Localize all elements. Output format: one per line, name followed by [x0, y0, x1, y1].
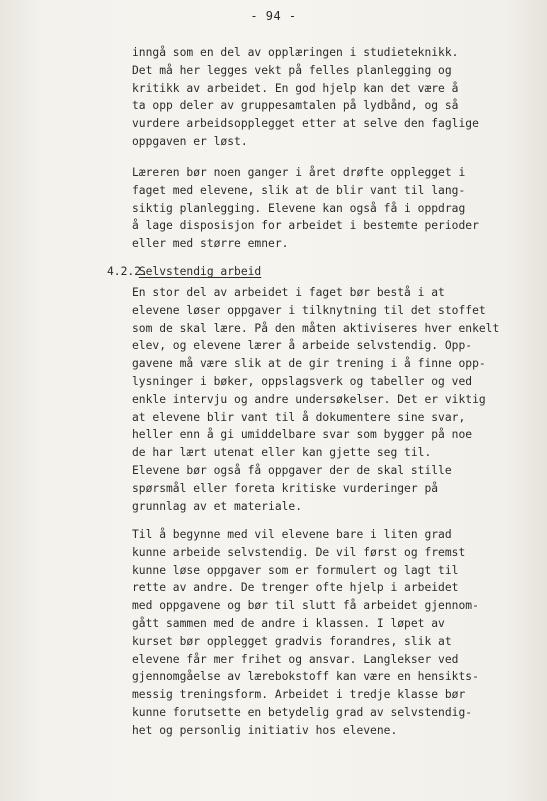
text-line: enkle intervju og andre undersøkelser. Det er viktig	[132, 392, 486, 406]
section-heading	[107, 263, 261, 281]
section-number: 4.2.2.	[107, 265, 148, 278]
text-line: Læreren bør noen ganger i året drøfte opplegget i	[132, 166, 466, 179]
text-line: vurdere arbeidsopplegget etter at selve den faglige	[132, 117, 479, 131]
text-line: kurset bør opplegget gradvis forandres, slik at	[132, 634, 452, 648]
paragraph-4	[132, 526, 507, 740]
text-line: oppgaven er løst.	[132, 134, 248, 148]
text-line: spørsmål eller foreta kritiske vurderinger på	[132, 481, 439, 495]
paragraph-3	[132, 284, 507, 515]
text-line: som de skal lære. På den måten aktiviseres hver enkelt	[132, 321, 500, 335]
page-number: - 94 -	[250, 9, 297, 23]
text-line: å lage disposisjon for arbeidet i bestemte perioder	[132, 219, 479, 233]
text-line: elevene får mer frihet og ansvar. Langlekser ved	[132, 652, 459, 666]
paragraph-2	[132, 164, 507, 253]
text-line: de har lært utenat eller kan gjette seg til.	[132, 446, 432, 460]
text-line: at elevene blir vant til å dokumentere sine svar,	[132, 410, 466, 424]
text-line: messig treningsform. Arbeidet i tredje klasse bør	[132, 688, 466, 702]
text-line: elev, og elevene lærer å arbeide selvstendig. Opp-	[132, 339, 473, 353]
text-line: Til å begynne med vil elevene bare i liten grad	[132, 528, 452, 541]
text-line: inngå som en del av opplæringen i studieteknikk.	[132, 46, 459, 59]
text-line: gavene må være slik at de gir trening i å finne opp-	[132, 357, 486, 371]
text-line: ta opp deler av gruppesamtalen på lydbånd, og så	[132, 99, 459, 113]
text-line: siktig planlegging. Elevene kan også få i oppdrag	[132, 201, 466, 215]
section-title: Selvstendig arbeid	[138, 265, 262, 278]
text-line: Det må her legges vekt på felles planlegging og	[132, 63, 452, 77]
text-line: gått sammen med de andre i klassen. I løpet av	[132, 616, 445, 630]
text-line: med oppgavene og bør til slutt få arbeidet gjennom-	[132, 599, 479, 613]
text-line: het og personlig initiativ hos elevene.	[132, 723, 398, 737]
text-line: kritikk av arbeidet. En god hjelp kan det være å	[132, 81, 459, 95]
text-line: elevene løser oppgaver i tilknytning til det stoffet	[132, 303, 486, 317]
text-line: lysninger i bøker, oppslagsverk og tabeller og ved	[132, 374, 473, 388]
text-line: kunne forutsette en betydelig grad av selvstendig-	[132, 705, 473, 719]
text-line: grunnlag av et materiale.	[132, 499, 303, 513]
paragraph-1	[132, 44, 507, 151]
text-line: kunne arbeide selvstendig. De vil først og fremst	[132, 545, 466, 559]
text-line: kunne løse oppgaver som er formulert og lagt til	[132, 563, 459, 577]
text-line: heller enn å gi umiddelbare svar som bygger på noe	[132, 428, 473, 442]
text-line: eller med større emner.	[132, 237, 289, 251]
text-line: faget med elevene, slik at de blir vant til lang-	[132, 183, 466, 197]
text-line: gjennomgåelse av lærebokstoff kan være en hensikts-	[132, 670, 479, 684]
text-line: Elevene bør også få oppgaver der de skal stille	[132, 463, 452, 477]
text-line: En stor del av arbeidet i faget bør bestå i at	[132, 286, 445, 299]
text-line: rette av andre. De trenger ofte hjelp i arbeidet	[132, 581, 459, 595]
